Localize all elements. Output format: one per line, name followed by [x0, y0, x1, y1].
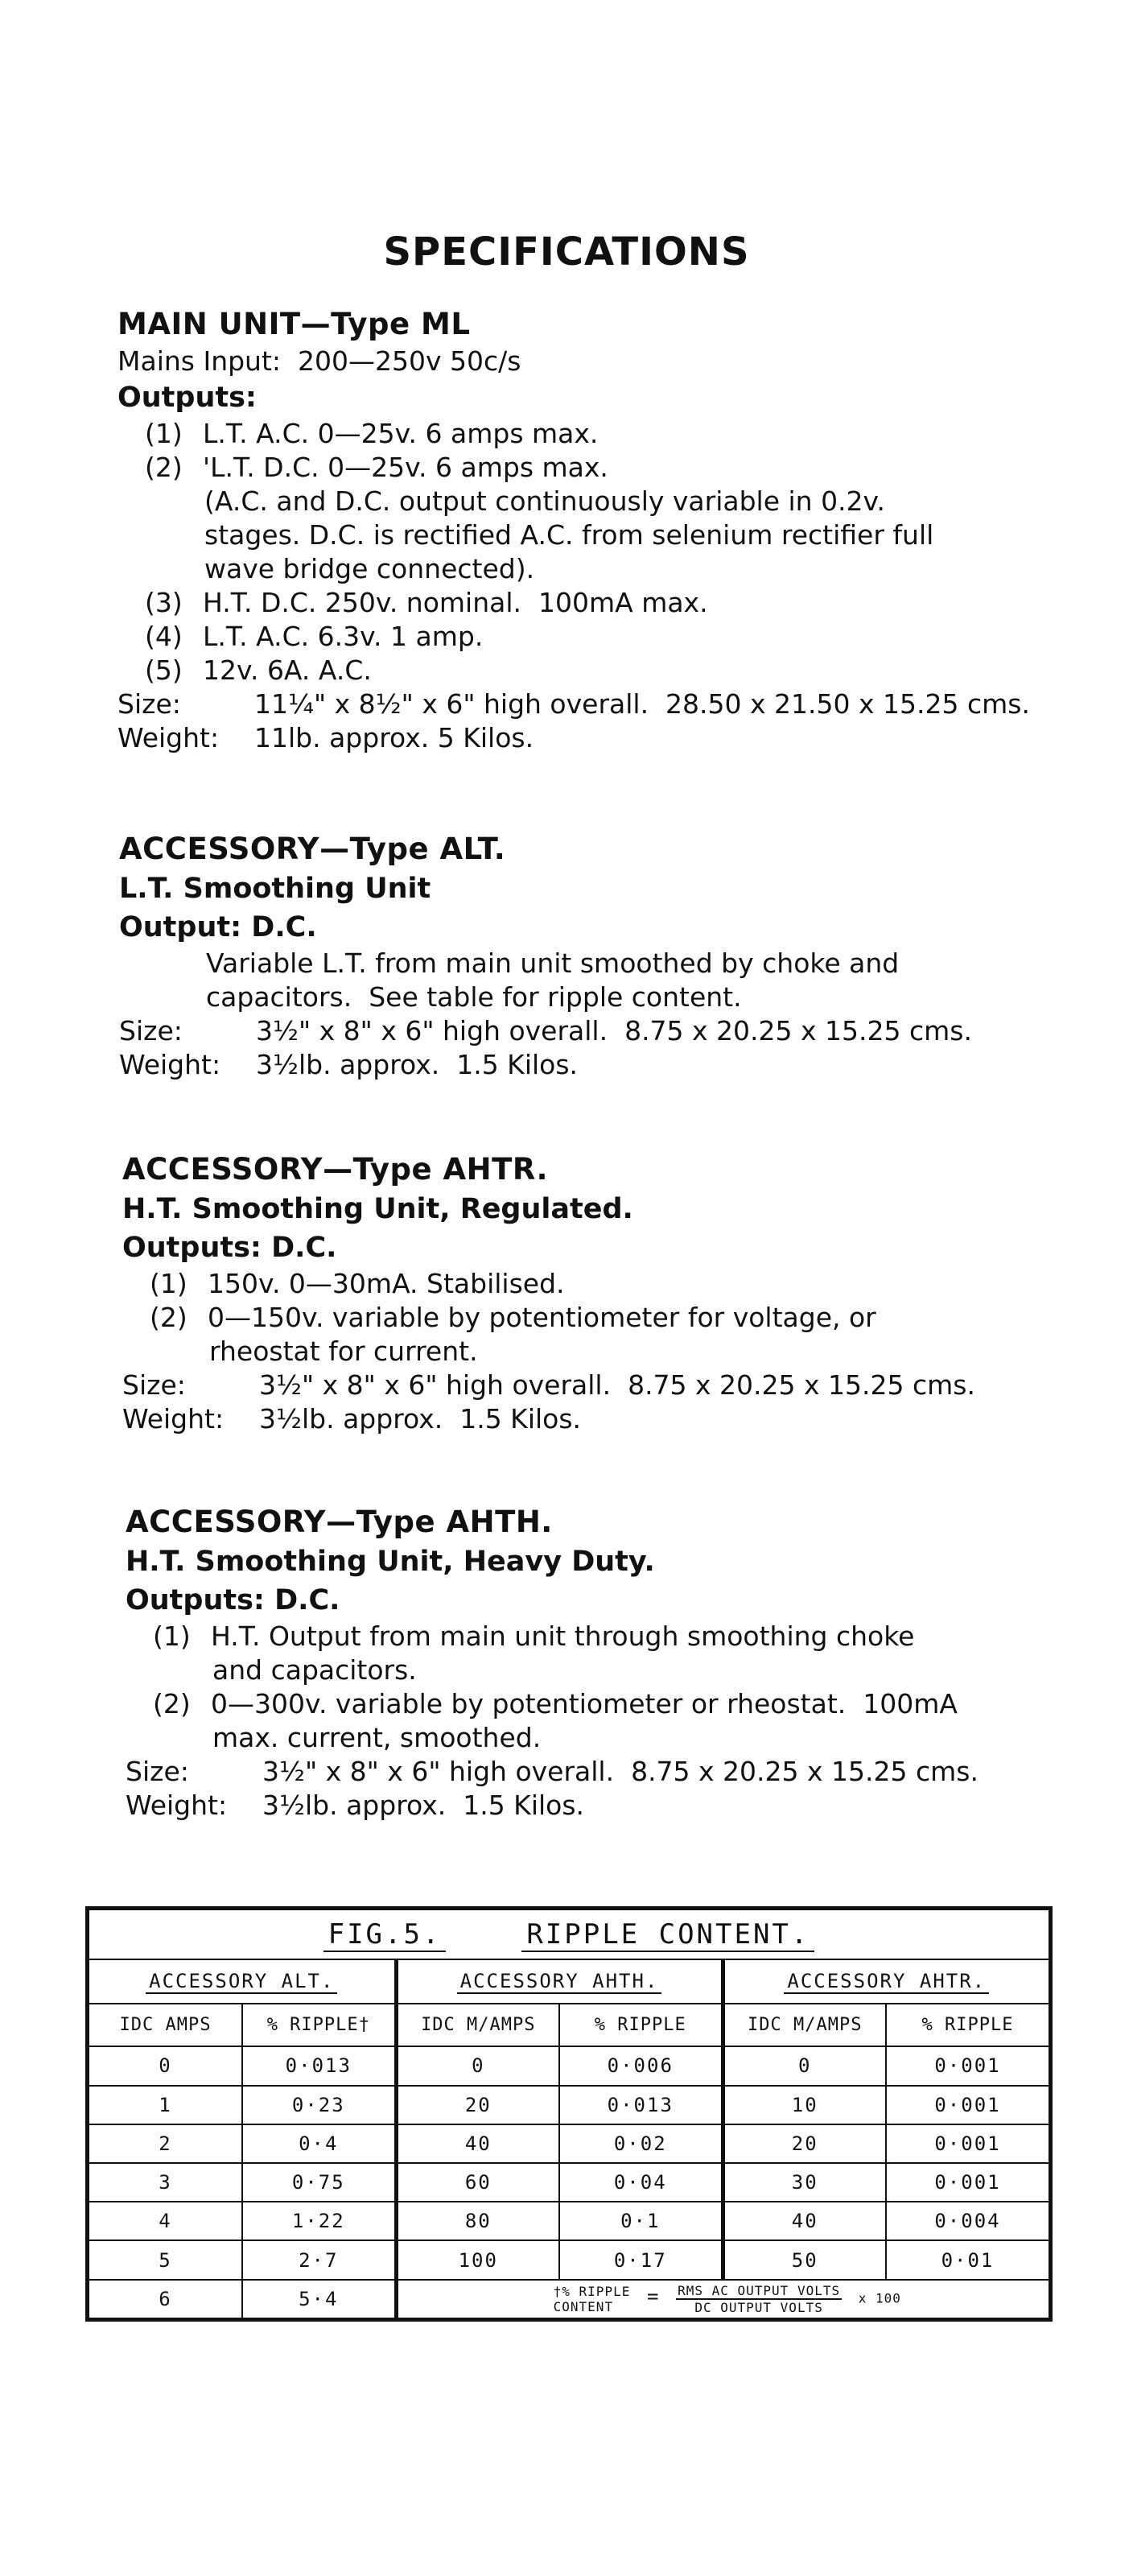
table-row — [89, 2163, 1049, 2202]
formula-multiplier: x 100 — [858, 2290, 901, 2306]
table-cell: 30 — [723, 2163, 886, 2202]
ahth-item-2-cont: max. current, smoothed. — [212, 1722, 542, 1753]
table-row — [89, 2046, 1049, 2085]
weight-line — [119, 1048, 972, 1082]
item-number: (4) — [145, 621, 183, 652]
size-value: 3½" x 8" x 6" high overall. 8.75 x 20.25 x 15.25 cms. — [256, 1015, 972, 1046]
weight-line — [117, 721, 1030, 755]
size-label: Size: — [117, 688, 181, 720]
table-cell: 0·1 — [559, 2202, 723, 2240]
column-header: % RIPPLE — [559, 2004, 723, 2046]
ahth-heading: ACCESSORY—Type AHTH. — [126, 1505, 553, 1539]
ahtr-item-1 — [122, 1267, 975, 1301]
mains-input: Mains Input: 200—250v 50c/s — [117, 345, 521, 377]
item-number: (1) — [150, 1268, 187, 1299]
table-cell: 0·001 — [886, 2046, 1049, 2085]
formula-denominator: DC OUTPUT VOLTS — [694, 2299, 823, 2315]
table-cell: 0·001 — [886, 2163, 1049, 2202]
size-label: Size: — [122, 1369, 186, 1401]
table-cell: 0·04 — [559, 2163, 723, 2202]
item-text: 12v. 6A. A.C. — [203, 654, 372, 686]
table-cell: 20 — [723, 2124, 886, 2163]
item-number: (1) — [153, 1620, 191, 1652]
weight-line — [122, 1402, 975, 1436]
column-header: IDC M/AMPS — [723, 2004, 886, 2046]
weight-label: Weight: — [117, 722, 220, 753]
table-cell: 0 — [723, 2046, 886, 2085]
item-number: (2) — [153, 1688, 191, 1719]
table-cell: 0·01 — [886, 2240, 1049, 2279]
output-note-line-3: wave bridge connected). — [204, 553, 535, 584]
table-caption — [89, 1909, 1049, 1959]
ahth-item-1-cont: and capacitors. — [212, 1654, 417, 1686]
item-number: (5) — [145, 654, 183, 686]
weight-label: Weight: — [122, 1403, 225, 1435]
table-cell: 3 — [89, 2163, 242, 2202]
weight-value: 11lb. approx. 5 Kilos. — [254, 722, 534, 753]
size-label: Size: — [126, 1756, 189, 1787]
table-cell: 0·02 — [559, 2124, 723, 2163]
table-cell: 0 — [89, 2046, 242, 2085]
formula-fraction — [676, 2283, 842, 2315]
outputs-label: Outputs: — [117, 382, 257, 414]
table-cell: 5·4 — [242, 2280, 396, 2318]
table-row — [89, 2240, 1049, 2279]
output-item-3 — [117, 586, 1030, 620]
table-cell: 0·004 — [886, 2202, 1049, 2240]
weight-label: Weight: — [126, 1790, 228, 1821]
group-header-alt — [89, 1959, 396, 2004]
item-text: 0—300v. variable by potentiometer or rheostat. 100mA — [211, 1688, 958, 1719]
table-cell: 0·013 — [242, 2046, 396, 2085]
alt-output-label: Output: D.C. — [119, 911, 317, 943]
weight-value: 3½lb. approx. 1.5 Kilos. — [259, 1403, 582, 1435]
ahtr-heading: ACCESSORY—Type AHTR. — [122, 1152, 549, 1187]
table-cell: 0·006 — [559, 2046, 723, 2085]
table-cell: 4 — [89, 2202, 242, 2240]
item-number: (2) — [145, 452, 183, 483]
size-line — [117, 687, 1030, 721]
weight-line — [126, 1789, 978, 1823]
item-text: H.T. D.C. 250v. nominal. 100mA max. — [203, 587, 708, 618]
item-number: (2) — [150, 1302, 187, 1333]
figure-number: FIG.5. — [323, 1918, 447, 1952]
page-title: SPECIFICATIONS — [383, 229, 750, 275]
item-number: (3) — [145, 587, 183, 618]
table-row — [89, 2086, 1049, 2124]
table-cell: 50 — [723, 2240, 886, 2279]
table-cell: 0·4 — [242, 2124, 396, 2163]
output-item-1 — [117, 417, 1030, 451]
size-value: 11¼" x 8½" x 6" high overall. 28.50 x 21.50 x 15.25 cms. — [254, 688, 1030, 720]
ahth-section — [126, 1502, 978, 1823]
table-cell: 0·17 — [559, 2240, 723, 2279]
column-header: % RIPPLE† — [242, 2004, 396, 2046]
group-label: ACCESSORY AHTR. — [784, 1970, 989, 1994]
ahtr-item-2 — [122, 1301, 975, 1335]
output-note-line-1: (A.C. and D.C. output continuously variable in 0.2v. — [204, 485, 886, 517]
table-row — [89, 2202, 1049, 2240]
alt-desc-line-2: capacitors. See table for ripple content. — [206, 981, 742, 1013]
alt-section — [119, 829, 972, 1082]
table-cell: 20 — [396, 2086, 559, 2124]
table-cell: 0 — [396, 2046, 559, 2085]
group-header-ahtr — [723, 1959, 1049, 2004]
weight-value: 3½lb. approx. 1.5 Kilos. — [256, 1049, 579, 1080]
item-text: L.T. A.C. 0—25v. 6 amps max. — [203, 418, 599, 449]
table-cell: 10 — [723, 2086, 886, 2124]
size-line — [119, 1014, 972, 1048]
output-item-5 — [117, 654, 1030, 687]
weight-value: 3½lb. approx. 1.5 Kilos. — [262, 1790, 585, 1821]
table-row — [89, 2280, 1049, 2318]
item-text: 0—150v. variable by potentiometer for voltage, or — [208, 1302, 876, 1333]
item-text: L.T. A.C. 6.3v. 1 amp. — [203, 621, 484, 652]
table-cell: 100 — [396, 2240, 559, 2279]
item-text: 150v. 0—30mA. Stabilised. — [208, 1268, 565, 1299]
ahth-outputs-label: Outputs: D.C. — [126, 1584, 340, 1616]
formula-lhs-line-1: †% RIPPLE — [553, 2283, 631, 2299]
table-cell: 1 — [89, 2086, 242, 2124]
output-item-4 — [117, 620, 1030, 654]
column-header: IDC AMPS — [89, 2004, 242, 2046]
output-item-2 — [117, 451, 1030, 485]
formula-lhs — [554, 2284, 631, 2314]
table-cell: 0·001 — [886, 2124, 1049, 2163]
table-row — [89, 2124, 1049, 2163]
ahtr-section — [122, 1150, 975, 1436]
group-label: ACCESSORY AHTH. — [457, 1970, 662, 1994]
formula-numerator: RMS AC OUTPUT VOLTS — [678, 2282, 841, 2298]
size-line — [122, 1368, 975, 1402]
ahth-item-2 — [126, 1687, 978, 1721]
column-header: % RIPPLE — [886, 2004, 1049, 2046]
ripple-formula — [396, 2280, 1049, 2318]
item-text: H.T. Output from main unit through smoothing choke — [211, 1620, 915, 1652]
table-cell: 0·75 — [242, 2163, 396, 2202]
table-cell: 60 — [396, 2163, 559, 2202]
table-cell: 40 — [723, 2202, 886, 2240]
ahtr-subheading: H.T. Smoothing Unit, Regulated. — [122, 1193, 633, 1225]
weight-label: Weight: — [119, 1049, 221, 1080]
output-note-line-2: stages. D.C. is rectified A.C. from selenium rectifier full — [204, 519, 934, 551]
item-text: 'L.T. D.C. 0—25v. 6 amps max. — [203, 452, 608, 483]
ahtr-outputs-label: Outputs: D.C. — [122, 1232, 337, 1264]
table-cell: 5 — [89, 2240, 242, 2279]
alt-desc-line-1: Variable L.T. from main unit smoothed by choke and — [206, 947, 900, 979]
group-label: ACCESSORY ALT. — [146, 1970, 337, 1994]
table-cell: 0·013 — [559, 2086, 723, 2124]
formula-lhs-line-2: CONTENT — [553, 2298, 614, 2314]
table-cell: 40 — [396, 2124, 559, 2163]
table-cell: 2·7 — [242, 2240, 396, 2279]
formula-equals: = — [646, 2285, 660, 2308]
ahth-item-1 — [126, 1620, 978, 1653]
alt-heading: ACCESSORY—Type ALT. — [119, 832, 506, 866]
size-value: 3½" x 8" x 6" high overall. 8.75 x 20.25 x 15.25 cms. — [262, 1756, 978, 1787]
ahtr-item-2-cont: rheostat for current. — [209, 1335, 478, 1367]
ripple-table — [85, 1906, 1053, 2322]
table-title: RIPPLE CONTENT. — [521, 1918, 814, 1952]
table-cell: 2 — [89, 2124, 242, 2163]
size-line — [126, 1755, 978, 1789]
column-header: IDC M/AMPS — [396, 2004, 559, 2046]
table-cell: 0·001 — [886, 2086, 1049, 2124]
ahth-subheading: H.T. Smoothing Unit, Heavy Duty. — [126, 1546, 655, 1578]
alt-subheading: L.T. Smoothing Unit — [119, 873, 431, 905]
item-number: (1) — [145, 418, 183, 449]
main-unit-heading: MAIN UNIT—Type ML — [117, 307, 471, 341]
size-label: Size: — [119, 1015, 183, 1046]
table-cell: 80 — [396, 2202, 559, 2240]
main-unit-section — [117, 304, 1030, 755]
group-header-ahth — [396, 1959, 723, 2004]
table-cell: 0·23 — [242, 2086, 396, 2124]
table-cell: 6 — [89, 2280, 242, 2318]
table-cell: 1·22 — [242, 2202, 396, 2240]
size-value: 3½" x 8" x 6" high overall. 8.75 x 20.25 x 15.25 cms. — [259, 1369, 975, 1401]
